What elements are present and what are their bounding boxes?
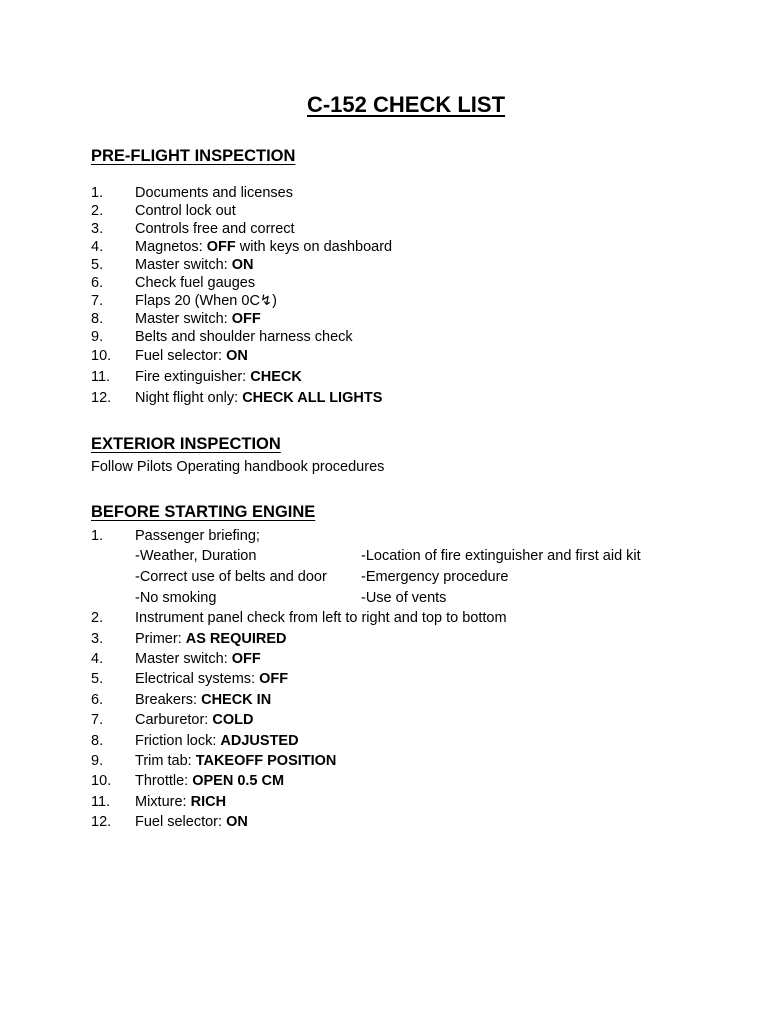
item-number: 8.: [91, 733, 104, 749]
item-text: [135, 609, 507, 627]
item-value: ON: [226, 814, 248, 830]
item-number: 4.: [91, 239, 104, 255]
briefing-left: -No smoking: [135, 590, 217, 606]
item-text: [135, 630, 286, 648]
item-text: [135, 670, 288, 688]
item-value: OFF: [206, 239, 236, 255]
item-number: 9.: [91, 753, 104, 769]
item-number: 7.: [91, 293, 104, 309]
item-number: 6.: [91, 275, 104, 291]
briefing-left: -Weather, Duration: [135, 548, 257, 564]
item-text: [135, 793, 226, 811]
item-label: Check fuel gauges: [135, 275, 256, 291]
item-label: Fuel selector:: [135, 348, 227, 364]
item-text: [135, 813, 248, 831]
item-label: Electrical systems:: [135, 671, 260, 687]
briefing-right: -Location of fire extinguisher and first aid kit: [361, 548, 641, 564]
item-text: [135, 711, 253, 729]
item-number: 8.: [91, 311, 104, 327]
item-label: Documents and licenses: [135, 185, 293, 201]
item-text: [135, 310, 261, 328]
preflight-heading: PRE-FLIGHT INSPECTION: [91, 147, 296, 165]
item-number: 12.: [91, 390, 112, 406]
item-number: 2.: [91, 203, 104, 219]
item-number: 5.: [91, 671, 104, 687]
item-text: [135, 752, 336, 770]
item-label: Magnetos:: [135, 239, 207, 255]
item-value: OFF: [231, 651, 261, 667]
item-text: [135, 274, 255, 292]
item-number: 10.: [91, 348, 112, 364]
item-number: 3.: [91, 631, 104, 647]
item-value: CHECK ALL LIGHTS: [242, 390, 383, 406]
item-label: Belts and shoulder harness check: [135, 329, 353, 345]
item-number: 5.: [91, 257, 104, 273]
item-label: Master switch:: [135, 311, 232, 327]
item-text: [135, 368, 302, 386]
item-value: ON: [231, 257, 254, 273]
item-label: Primer:: [135, 631, 186, 647]
item-value: AS REQUIRED: [185, 631, 287, 647]
item-text: [135, 256, 253, 274]
item-label: Throttle:: [135, 773, 193, 789]
item-label: Instrument panel check from left to right and top to bottom: [135, 610, 507, 626]
item-label: Master switch:: [135, 257, 232, 273]
item-text: [135, 732, 299, 750]
item-suffix: with keys on dashboard: [235, 239, 393, 255]
item-number: 11.: [91, 794, 111, 810]
item-text: [135, 772, 284, 790]
exterior-text: Follow Pilots Operating handbook procedures: [91, 459, 385, 475]
item-label: Flaps 20 (When 0C↯): [135, 293, 277, 309]
item-label: Fuel selector:: [135, 814, 227, 830]
item-number: 1.: [91, 528, 104, 544]
item-label: Friction lock:: [135, 733, 221, 749]
item-text: [135, 220, 295, 238]
item-text: [135, 389, 382, 407]
item-number: 2.: [91, 610, 104, 626]
item-label: Passenger briefing;: [135, 528, 260, 544]
item-value: CHECK: [250, 369, 302, 385]
item-label: Breakers:: [135, 692, 202, 708]
document-title: C-152 CHECK LIST: [306, 92, 506, 117]
item-value: OFF: [259, 671, 289, 687]
item-text: [135, 202, 236, 220]
item-value: ON: [226, 348, 248, 364]
item-value: RICH: [190, 794, 227, 810]
item-value: OPEN 0.5 CM: [192, 773, 285, 789]
before-start-heading: BEFORE STARTING ENGINE: [91, 503, 316, 521]
item-value: CHECK IN: [201, 692, 272, 708]
item-number: 12.: [91, 814, 112, 830]
item-text: [135, 292, 277, 310]
item-number: 10.: [91, 773, 112, 789]
briefing-right: -Use of vents: [361, 590, 447, 606]
item-number: 7.: [91, 712, 104, 728]
item-number: 1.: [91, 185, 104, 201]
item-label: Control lock out: [135, 203, 236, 219]
item-text: [135, 184, 293, 202]
item-label: Master switch:: [135, 651, 232, 667]
item-number: 6.: [91, 692, 104, 708]
item-text: [135, 238, 392, 256]
briefing-right: -Emergency procedure: [361, 569, 509, 585]
item-number: 4.: [91, 651, 104, 667]
item-text: [135, 328, 353, 346]
exterior-heading: EXTERIOR INSPECTION: [91, 435, 281, 453]
item-number: 3.: [91, 221, 104, 237]
item-label: Fire extinguisher:: [135, 369, 251, 385]
item-number: 11.: [91, 369, 111, 385]
item-value: TAKEOFF POSITION: [195, 753, 337, 769]
item-text: [135, 691, 271, 709]
item-text: [135, 650, 261, 668]
briefing-left: -Correct use of belts and door: [135, 569, 327, 585]
item-label: Mixture:: [135, 794, 191, 810]
item-value: COLD: [212, 712, 254, 728]
item-value: OFF: [231, 311, 261, 327]
item-label: Night flight only:: [135, 390, 243, 406]
item-number: 9.: [91, 329, 104, 345]
item-text: [135, 347, 248, 365]
item-label: Controls free and correct: [135, 221, 295, 237]
item-value: ADJUSTED: [220, 733, 299, 749]
item-label: Carburetor:: [135, 712, 213, 728]
item-label: Trim tab:: [135, 753, 196, 769]
